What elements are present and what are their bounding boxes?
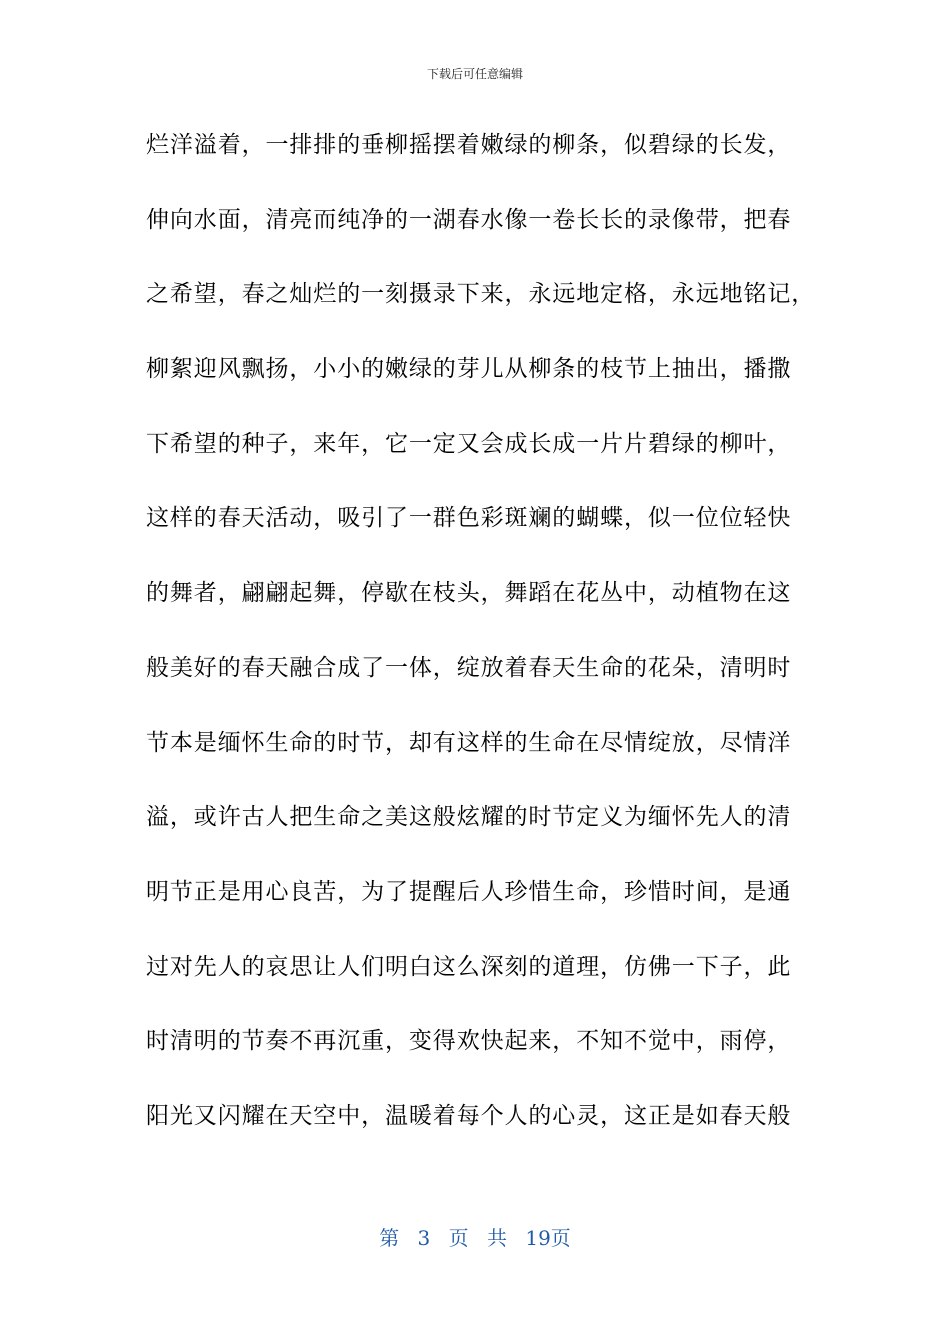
footer-label-ye: 页 [448, 1226, 469, 1250]
total-pages: 19页 [525, 1226, 571, 1250]
text-line: 般美好的春天融合成了一体，绽放着春天生命的花朵，清明时 [146, 654, 792, 681]
text-line: 下希望的种子，来年，它一定又会成长成一片片碧绿的柳叶， [146, 430, 792, 457]
current-page-number: 3 [417, 1226, 431, 1250]
text-line: 伸向水面，清亮而纯净的一湖春水像一卷长长的录像带，把春 [146, 206, 792, 233]
footer-label-gong: 共 [487, 1226, 507, 1250]
text-line: 烂洋溢着，一排排的垂柳摇摆着嫩绿的柳条，似碧绿的长发， [146, 132, 792, 158]
body-paragraph [146, 125, 826, 1171]
text-line: 溢，或许古人把生命之美这般炫耀的时节定义为缅怀先人的清 [146, 804, 792, 831]
page-header: 下载后可任意编辑 [426, 67, 523, 81]
footer-label-di: 第 [379, 1226, 400, 1250]
text-line: 阳光又闪耀在天空中，温暖着每个人的心灵，这正是如春天般 [146, 1102, 792, 1129]
text-line: 节本是缅怀生命的时节，却有这样的生命在尽情绽放，尽情洋 [146, 729, 792, 756]
text-line: 的舞者，翩翩起舞，停歇在枝头，舞蹈在花丛中，动植物在这 [146, 580, 792, 607]
page-number-footer [0, 1224, 950, 1252]
text-line: 这样的春天活动，吸引了一群色彩斑斓的蝴蝶，似一位位轻快 [146, 505, 792, 532]
text-line: 柳絮迎风飘扬，小小的嫩绿的芽儿从柳条的枝节上抽出，播撒 [146, 356, 792, 383]
text-line: 过对先人的哀思让人们明白这么深刻的道理，仿佛一下子，此 [146, 953, 792, 980]
text-line: 明节正是用心良苦，为了提醒后人珍惜生命，珍惜时间，是通 [146, 878, 792, 905]
text-line: 时清明的节奏不再沉重，变得欢快起来，不知不觉中，雨停， [146, 1028, 792, 1055]
text-line: 之希望，春之灿烂的一刻摄录下来，永远地定格，永远地铭记， [146, 281, 816, 308]
